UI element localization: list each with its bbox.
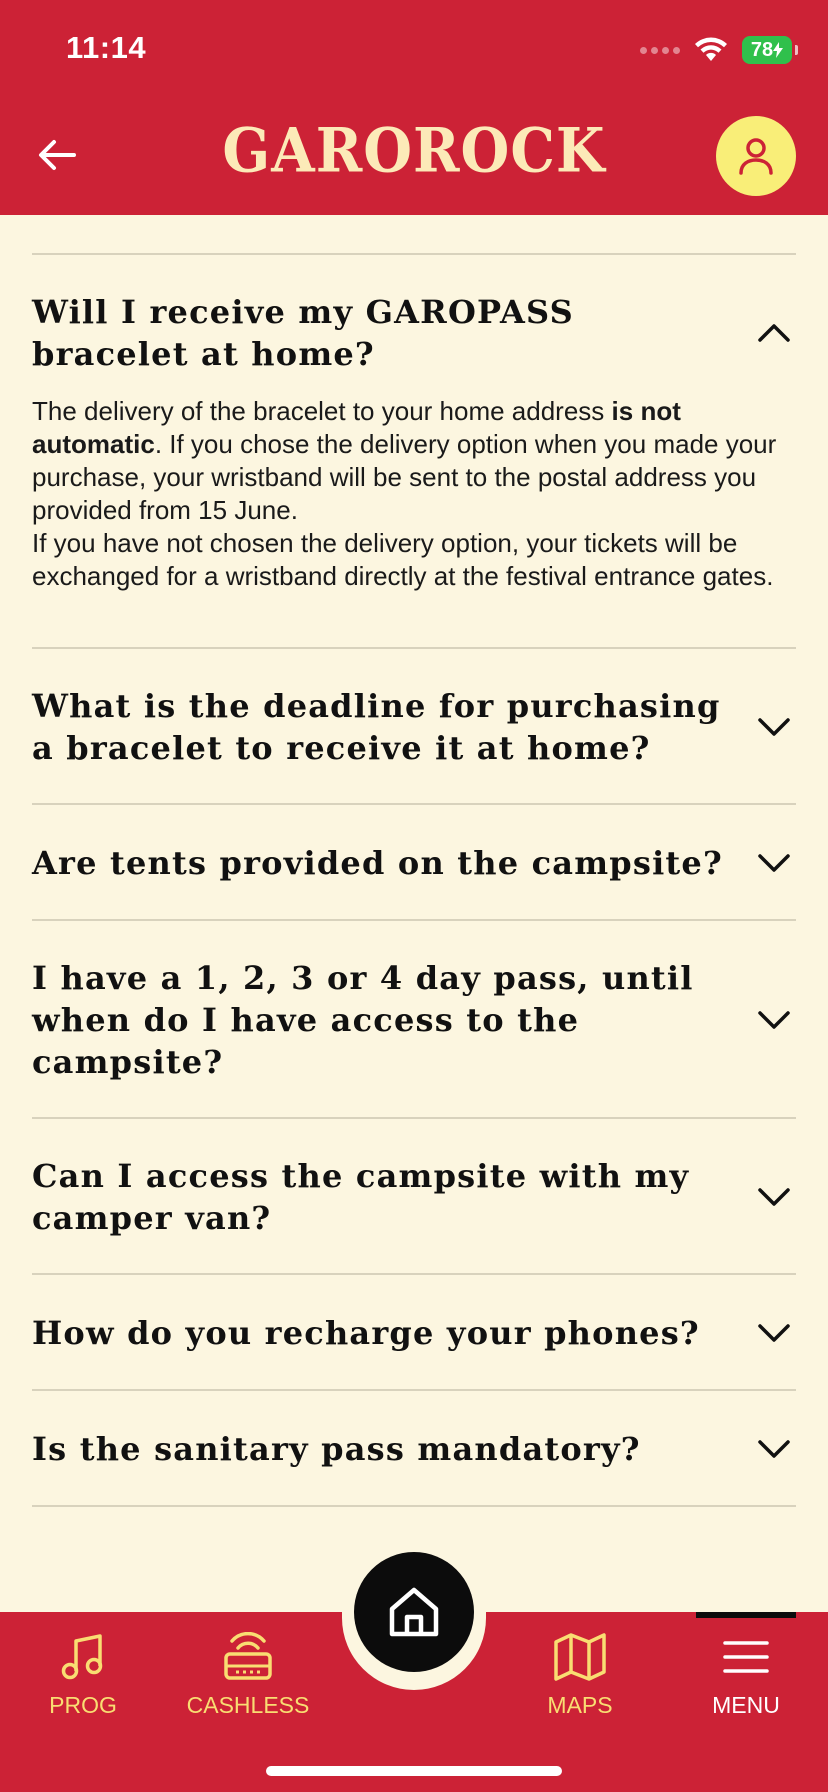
map-icon — [553, 1630, 607, 1684]
payment-terminal-icon — [222, 1630, 274, 1684]
charging-bolt-icon — [773, 42, 783, 58]
faq-question-toggle[interactable] — [32, 1119, 796, 1273]
answer-emphasis: is not automatic — [32, 396, 681, 459]
faq-question-text: Will I receive my GAROPASS bracelet at home? — [32, 293, 574, 373]
faq-question-toggle[interactable] — [32, 649, 796, 803]
home-icon — [386, 1585, 442, 1639]
cellular-signal-icon — [640, 47, 680, 54]
chevron-down-icon — [752, 705, 796, 749]
faq-question-text: I have a 1, 2, 3 or 4 day pass, until when do I have access to the campsite? — [32, 959, 694, 1081]
chevron-up-icon — [752, 311, 796, 355]
hamburger-menu-icon — [722, 1630, 770, 1684]
faq-answer-paragraph — [32, 395, 796, 527]
nav-label: MAPS — [547, 1692, 613, 1718]
nav-label: CASHLESS — [186, 1692, 310, 1718]
app-header — [0, 0, 828, 215]
music-note-icon — [59, 1630, 107, 1684]
faq-list — [32, 253, 796, 1507]
status-icons — [640, 30, 792, 70]
chevron-down-icon — [752, 841, 796, 885]
status-time: 11:14 — [66, 30, 147, 65]
faq-question-toggle[interactable] — [32, 1275, 796, 1389]
answer-text: The delivery of the bracelet to your home address — [32, 396, 612, 426]
faq-item — [32, 1389, 796, 1507]
faq-item — [32, 647, 796, 803]
faq-question-toggle[interactable] — [32, 805, 796, 919]
nav-label: MENU — [712, 1692, 780, 1718]
home-button[interactable] — [354, 1552, 474, 1672]
battery-level: 78 — [750, 38, 774, 61]
faq-question-text: Can I access the campsite with my camper van? — [32, 1157, 690, 1237]
faq-answer-paragraph: If you have not chosen the delivery option, your tickets will be exchanged for a wristband directly at the festival entrance gates. — [32, 528, 774, 591]
chevron-down-icon — [752, 1175, 796, 1219]
battery-indicator — [742, 36, 792, 64]
active-tab-indicator — [696, 1612, 796, 1618]
profile-button[interactable] — [716, 116, 796, 196]
faq-item — [32, 803, 796, 919]
faq-question-text: Are tents provided on the campsite? — [32, 844, 723, 882]
faq-question-toggle[interactable] — [32, 921, 796, 1117]
nav-maps[interactable] — [540, 1630, 620, 1719]
faq-question-toggle[interactable] — [32, 255, 796, 409]
faq-question-text: What is the deadline for purchasing a bracelet to receive it at home? — [32, 687, 721, 767]
home-indicator-bar[interactable] — [266, 1766, 562, 1776]
user-icon — [736, 136, 776, 176]
faq-item — [32, 1273, 796, 1389]
faq-answer — [32, 395, 796, 647]
chevron-down-icon — [752, 1311, 796, 1355]
chevron-down-icon — [752, 998, 796, 1042]
faq-question-text: Is the sanitary pass mandatory? — [32, 1430, 641, 1468]
faq-item — [32, 253, 796, 647]
nav-menu[interactable] — [696, 1630, 796, 1719]
faq-item — [32, 919, 796, 1117]
faq-question-text: How do you recharge your phones? — [32, 1314, 700, 1352]
nav-cashless[interactable] — [180, 1630, 316, 1719]
faq-question-toggle[interactable] — [32, 1391, 796, 1505]
faq-item — [32, 1117, 796, 1273]
wifi-icon — [694, 37, 728, 63]
chevron-down-icon — [752, 1427, 796, 1471]
nav-prog[interactable] — [40, 1630, 126, 1719]
answer-text: . If you chose the delivery option when you made your purchase, your wristband will be sent to the postal address you provided from 15 June. — [32, 429, 777, 525]
nav-label: PROG — [49, 1692, 117, 1718]
garorock-logo: GAROROCK — [222, 115, 606, 187]
